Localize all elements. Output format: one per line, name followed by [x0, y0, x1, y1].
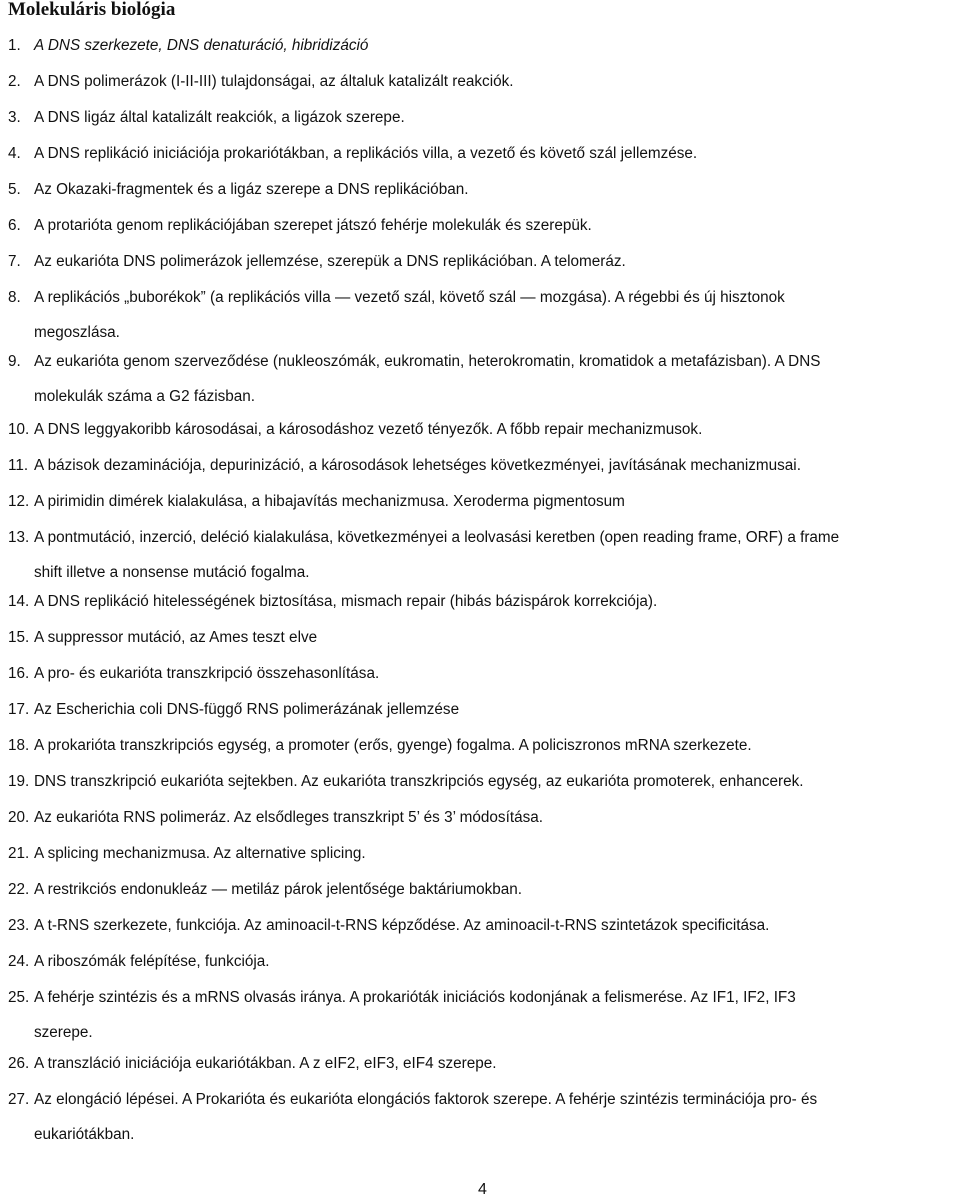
list-item-text — [34, 764, 803, 800]
list-item-number: 27. — [8, 1091, 30, 1108]
list-item-text — [34, 1046, 497, 1082]
page-number: 4 — [478, 1181, 487, 1198]
list-item-line: A t-RNS szerkezete, funkciója. Az aminoacil-t-RNS képződése. Az aminoacil-t-RNS szintetázok specificitása. — [34, 917, 770, 934]
list-item-line: A splicing mechanizmusa. Az alternative splicing. — [34, 845, 366, 862]
list-item-text — [34, 1082, 817, 1152]
list-item-number: 7. — [8, 253, 21, 270]
list-item-number: 24. — [8, 953, 30, 970]
list-item-text — [34, 908, 769, 944]
list-item-line: A pro- és eukarióta transzkripció összehasonlítása. — [34, 665, 380, 682]
list-item-number: 10. — [8, 421, 30, 438]
list-item-line: Az eukarióta DNS polimerázok jellemzése, szerepük a DNS replikációban. A telomeráz. — [34, 253, 626, 270]
list-item-line: eukariótákban. — [34, 1126, 135, 1143]
list-item-line: A prokarióta transzkripciós egység, a promoter (erős, gyenge) fogalma. A policiszronos mRNA szerkezete. — [34, 737, 752, 754]
list-item-line: A pirimidin dimérek kialakulása, a hibajavítás mechanizmusa. Xeroderma pigmentosum — [34, 493, 625, 510]
list-item-line: A DNS szerkezete, DNS denaturáció, hibridizáció — [34, 37, 369, 54]
list-item-line: A transzláció iniciációja eukariótákban. A z eIF2, eIF3, eIF4 szerepe. — [34, 1055, 497, 1072]
list-item-line: Az Okazaki-fragmentek és a ligáz szerepe a DNS replikációban. — [34, 181, 469, 198]
list-item-number: 18. — [8, 737, 30, 754]
list-item-line: A bázisok dezaminációja, depurinizáció, a károsodások lehetséges következményei, javításának mechanizmusai. — [34, 457, 801, 474]
list-item-text — [34, 484, 625, 520]
list-item-text — [34, 208, 592, 244]
list-item-number: 26. — [8, 1055, 30, 1072]
list-item-line: shift illetve a nonsense mutáció fogalma. — [34, 564, 310, 581]
list-item-line: Az Escherichia coli DNS-függő RNS polimerázának jellemzése — [34, 701, 460, 718]
list-item-line: Az eukarióta RNS polimeráz. Az elsődleges transzkript 5’ és 3’ módosítása. — [34, 809, 543, 826]
list-item-line: A restrikciós endonukleáz — metiláz párok jelentősége baktáriumokban. — [34, 881, 523, 898]
list-item-text — [34, 244, 626, 280]
list-item-text — [34, 448, 801, 484]
list-item-text — [34, 728, 752, 764]
list-item-text — [34, 136, 697, 172]
list-item-text — [34, 800, 543, 836]
list-item-number: 6. — [8, 217, 21, 234]
list-item-number: 22. — [8, 881, 30, 898]
list-item-line: A replikációs „buborékok” (a replikációs villa — vezető szál, követő szál — mozgása). A régebbi és új hisztonok — [34, 289, 785, 306]
list-item-number: 13. — [8, 529, 30, 546]
list-item-text — [34, 944, 270, 980]
list-item-number: 12. — [8, 493, 30, 510]
list-item-line: A protarióta genom replikációjában szerepet játszó fehérje molekulák és szerepük. — [34, 217, 592, 234]
list-item-line: A DNS polimerázok (I-II-III) tulajdonságai, az általuk katalizált reakciók. — [34, 73, 514, 90]
list-item-number: 20. — [8, 809, 30, 826]
list-item-text — [34, 872, 522, 908]
list-item-text — [34, 692, 459, 728]
list-item-text — [34, 584, 657, 620]
list-item-number: 9. — [8, 353, 21, 370]
list-item-line: megoszlása. — [34, 324, 120, 341]
list-item-text — [34, 344, 820, 414]
list-item-text — [34, 656, 379, 692]
list-item-number: 3. — [8, 109, 21, 126]
list-item-line: A fehérje szintézis és a mRNS olvasás iránya. A prokarióták iniciációs kodonjának a felismerése. Az IF1, IF2, IF3 — [34, 989, 796, 1006]
list-item-line: szerepe. — [34, 1024, 93, 1041]
list-item-text — [34, 280, 785, 350]
list-item-text — [34, 412, 702, 448]
list-item-line: DNS transzkripció eukarióta sejtekben. Az eukarióta transzkripciós egység, az eukarióta promoterek, enhancerek. — [34, 773, 804, 790]
list-item-number: 23. — [8, 917, 30, 934]
list-item-number: 2. — [8, 73, 21, 90]
list-item-line: A pontmutáció, inzerció, deléció kialakulása, következményei a leolvasási keretben (open reading frame, ORF) a frame — [34, 529, 840, 546]
list-item-number: 21. — [8, 845, 30, 862]
list-item-text — [34, 980, 796, 1050]
list-item-line: A riboszómák felépítése, funkciója. — [34, 953, 270, 970]
list-item-number: 5. — [8, 181, 21, 198]
list-item-text — [34, 28, 368, 64]
list-item-line: A DNS replikáció iniciációja prokariótákban, a replikációs villa, a vezető és követő szál jellemzése. — [34, 145, 698, 162]
list-item-text — [34, 836, 366, 872]
list-item-number: 15. — [8, 629, 30, 646]
list-item-text — [34, 64, 514, 100]
list-item-text — [34, 520, 839, 590]
list-item-number: 8. — [8, 289, 21, 306]
list-item-line: Az eukarióta genom szerveződése (nukleoszómák, eukromatin, heterokromatin, kromatidok a metafázisban). A DNS — [34, 353, 821, 370]
document-title: Molekuláris biológia — [8, 0, 176, 20]
list-item-line: A DNS ligáz által katalizált reakciók, a ligázok szerepe. — [34, 109, 405, 126]
list-item-text — [34, 172, 468, 208]
list-item-line: A DNS leggyakoribb károsodásai, a károsodáshoz vezető tényezők. A főbb repair mechanizmusok. — [34, 421, 703, 438]
list-item-text — [34, 620, 317, 656]
list-item-number: 16. — [8, 665, 30, 682]
list-item-line: A suppressor mutáció, az Ames teszt elve — [34, 629, 318, 646]
list-item-line: Az elongáció lépései. A Prokarióta és eukarióta elongációs faktorok szerepe. A fehérje szintézis terminációja pro- és — [34, 1091, 818, 1108]
list-item-number: 14. — [8, 593, 30, 610]
list-item-number: 25. — [8, 989, 30, 1006]
list-item-number: 17. — [8, 701, 30, 718]
list-item-line: molekulák száma a G2 fázisban. — [34, 388, 256, 405]
list-item-number: 4. — [8, 145, 21, 162]
list-item-line: A DNS replikáció hitelességének biztosítása, mismach repair (hibás bázispárok korrekciója). — [34, 593, 658, 610]
list-item-number: 19. — [8, 773, 30, 790]
list-item-number: 11. — [8, 457, 29, 474]
list-item-text — [34, 100, 405, 136]
list-item-number: 1. — [8, 37, 21, 54]
